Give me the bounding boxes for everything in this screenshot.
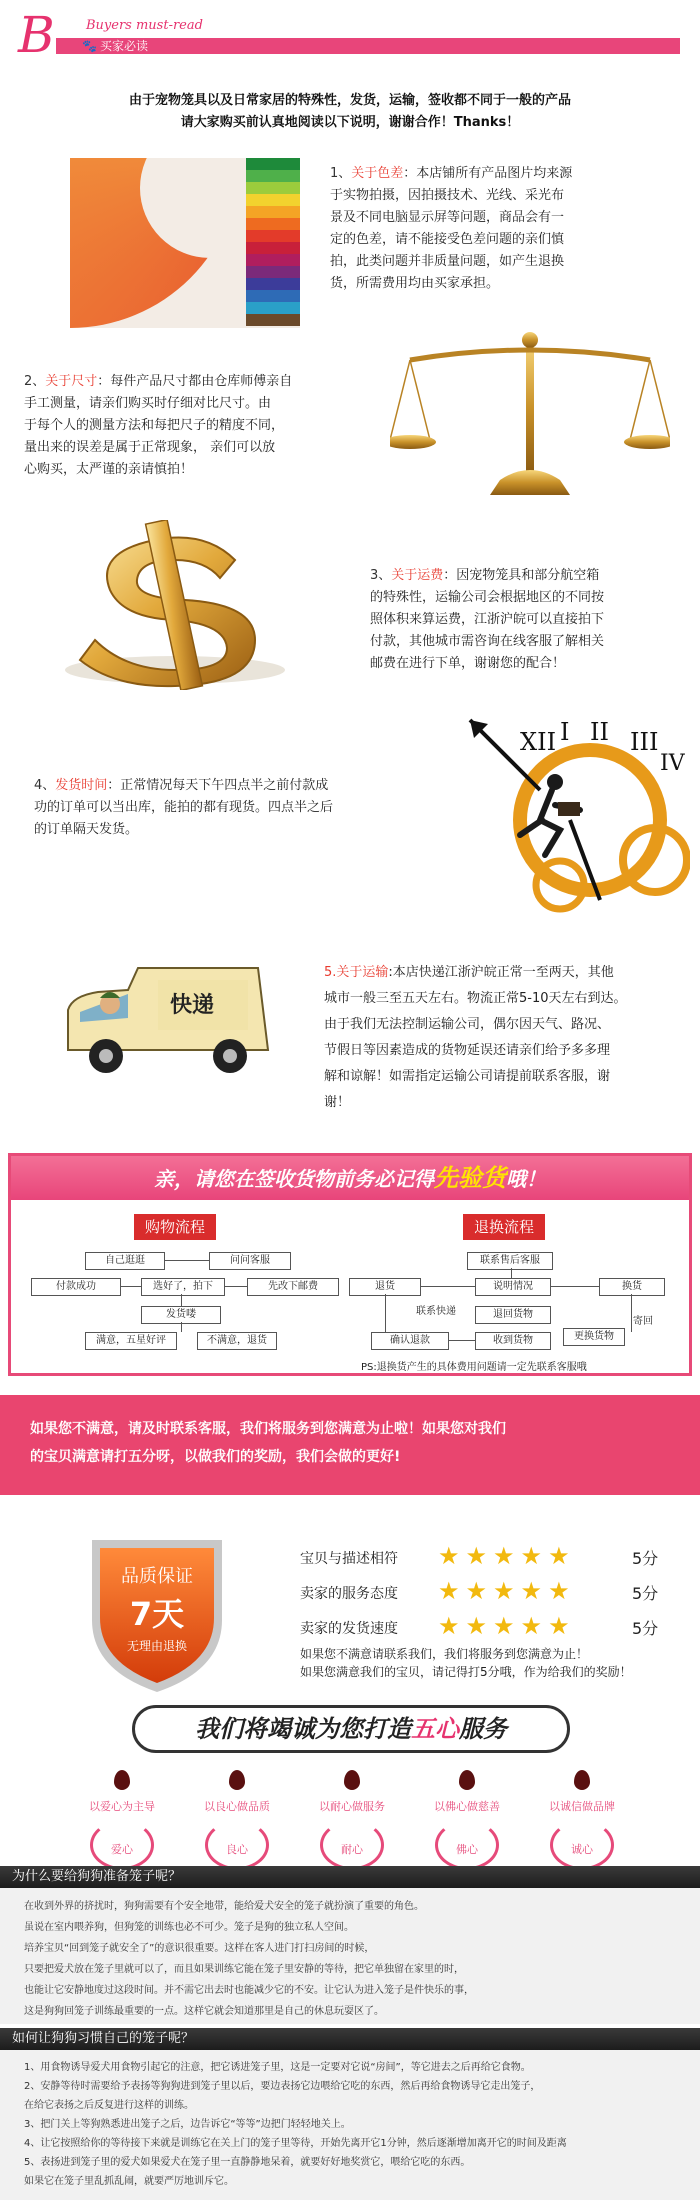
rating-score: 5分 bbox=[632, 1619, 659, 1638]
quality-note-1: 如果您不满意请联系我们，我们将服务到您满意为止！ bbox=[300, 1647, 589, 1661]
return-flow-title: 退换流程 bbox=[463, 1214, 545, 1240]
section-transport: 5.关于运输:本店快递江浙沪皖正常一至两天，其他 城市一般三至五天左右。物流正常5-10天左右到达。 由于我们无法控制运输公司，偶尔因天气、路况、 节假日等因素造成的货物延误还请亲们给予多多理 解和谅解！如需指定运输公司请提前联系客服，谢 谢！ bbox=[324, 965, 627, 1110]
star-rating: ★★★★★ bbox=[438, 1542, 576, 1570]
heart-item: 以爱心为主导 爱心 bbox=[67, 1770, 177, 1870]
heart-icon: 佛心 bbox=[435, 1820, 499, 1870]
rating-label: 卖家的发货速度 bbox=[300, 1621, 398, 1637]
paw-icon: 🐾 bbox=[82, 39, 97, 53]
van-label: 快递 bbox=[170, 993, 215, 1018]
drop-icon bbox=[229, 1770, 245, 1790]
flow-box: 先改下邮费 bbox=[247, 1278, 339, 1296]
flow-box: 不满意，退货 bbox=[197, 1332, 277, 1350]
header-english: Buyers must-read bbox=[86, 18, 203, 33]
inspect-banner: 亲，请您在签收货物前务必记得先验货哦！ bbox=[11, 1156, 689, 1200]
quality-shield-badge bbox=[82, 1530, 232, 1695]
rating-score: 5分 bbox=[632, 1549, 659, 1568]
flow-box: 选好了，拍下 bbox=[141, 1278, 225, 1296]
heart-icon: 诚心 bbox=[550, 1820, 614, 1870]
how-cage-body: 1、用食物诱导爱犬用食物引起它的注意，把它诱进笼子里，这是一定要对它说“房间”，等它进去之后再给它食物。 2、安静等待时需要给予表扬等狗狗进到笼子里以后，要边表扬它边喂给它吃的东西，然后再给食物诱导它走出笼子， 在给它表扬之后反复进行这样的训练。 3、把门关上等狗熟悉进出笼子之后，边告诉它“等等”边把门轻轻地关上。 4、让它按照给你的等待接下来就是训练它在关上门的笼子里等待，开始先离开它1分钟，然后逐渐增加离开它的时间及距离 5、表扬进到笼子里的爱犬如果爱犬在笼子里一直静静地呆着，就要好好地奖赏它，喂给它吃的东西。 如果它在笼子里乱抓乱闹，就要严厉地训斥它。 bbox=[0, 2050, 700, 2200]
header-title: 买家必读 bbox=[100, 39, 149, 53]
clock-numeral: IV bbox=[660, 751, 685, 776]
why-cage-body: 在收到外界的挤扰时，狗狗需要有个安全地带，能给爱犬安全的笼子就扮演了重要的角色。 虽说在室内喂养狗，但狗笼的训练也必不可少。笼子是狗的独立私人空间。 培养宝贝“回到笼子就安全了”的意识很重要。这样在客人进门打扫房间的时候， 只要把爱犬放在笼子里就可以了，而且如果训练它能在笼子里安静的等待，把它单独留在家里的时， 也能让它安静地度过这段时间。并不需它出去时也能减少它的不安。让它认为进入笼子是件快乐的事， 这是狗狗回笼子训练最重要的一点。这样它就会知道那里是自己的休息玩耍区了。 bbox=[0, 1888, 700, 2024]
logo-letter: B bbox=[18, 6, 55, 64]
heart-item: 以良心做品质 良心 bbox=[182, 1770, 292, 1870]
clock-numeral: II bbox=[590, 718, 609, 746]
flow-box: 联系售后客服 bbox=[467, 1252, 553, 1270]
flow-box: 发货喽 bbox=[141, 1306, 221, 1324]
flow-box: 联系快递 bbox=[405, 1304, 467, 1320]
star-rating: ★★★★★ bbox=[438, 1612, 576, 1640]
header bbox=[0, 0, 700, 70]
drop-icon bbox=[459, 1770, 475, 1790]
quality-note-2: 如果您满意我们的宝贝，请记得打5分哦，作为给我们的奖励！ bbox=[300, 1665, 632, 1679]
shield-top: 品质保证 bbox=[121, 1566, 193, 1587]
heart-item: 以诚信做品牌 诚心 bbox=[527, 1770, 637, 1870]
flow-box: 寄回 bbox=[633, 1316, 653, 1327]
flow-box: 满意，五星好评 bbox=[85, 1332, 177, 1350]
color-pencils-image bbox=[70, 158, 300, 328]
flow-box: 收到货物 bbox=[475, 1332, 551, 1350]
flow-box: 换货 bbox=[599, 1278, 665, 1296]
rating-label: 宝贝与描述相符 bbox=[300, 1551, 398, 1567]
balance-scale-image bbox=[390, 330, 670, 500]
section-shipping-fee: 3、关于运费：因宠物笼具和部分航空箱 的特殊性，运输公司会根据地区的不同按 照体积来算运费，江浙沪皖可以直接拍下 付款，其他城市需咨询在线客服了解相关 邮费在进行下单，谢谢您的配合！ bbox=[370, 568, 605, 671]
satisfaction-band: 如果您不满意，请及时联系客服，我们将服务到您满意为止啦！如果您对我们 的宝贝满意请打五分呀，以做我们的奖励，我们会做的更好! bbox=[0, 1395, 700, 1495]
flow-box: 退货 bbox=[349, 1278, 421, 1296]
clock-numeral: I bbox=[560, 718, 570, 746]
drop-icon bbox=[574, 1770, 590, 1790]
drop-icon bbox=[114, 1770, 130, 1790]
section-color-difference: 1、关于色差：本店铺所有产品图片均来源 于实物拍摄，因拍摄技术、光线、采光布 景及不同电脑显示屏等问题，商品会有一 定的色差，请不能接受色差问题的亲们慎 拍，此类问题并非质量问题，如产生退换 货，所需费用均由买家承担。 bbox=[330, 166, 573, 291]
five-heart-banner: 我们将竭诚为您打造五心服务 bbox=[132, 1705, 570, 1753]
flow-box: 付款成功 bbox=[31, 1278, 121, 1296]
inspect-goods-panel bbox=[8, 1153, 692, 1376]
dollar-sign-image bbox=[55, 520, 295, 690]
section-delivery-time: 4、发货时间：正常情况每天下午四点半之前付款成 功的订单可以当出库，能拍的都有现货。四点半之后 的订单隔天发货。 bbox=[34, 778, 334, 837]
ps-note: PS:退换货产生的具体费用问题请一定先联系客服哦 bbox=[361, 1362, 587, 1373]
heart-item: 以佛心做慈善 佛心 bbox=[412, 1770, 522, 1870]
heart-icon: 爱心 bbox=[90, 1820, 154, 1870]
delivery-van-image bbox=[58, 960, 278, 1080]
shield-sub: 无理由退换 bbox=[126, 1639, 188, 1653]
drop-icon bbox=[344, 1770, 360, 1790]
rating-label: 卖家的服务态度 bbox=[300, 1586, 398, 1602]
heart-item: 以耐心做服务 耐心 bbox=[297, 1770, 407, 1870]
flow-box: 自己逛逛 bbox=[85, 1252, 165, 1270]
rating-score: 5分 bbox=[632, 1584, 659, 1603]
intro-text: 由于宠物笼具以及日常家居的特殊性，发货，运输，签收都不同于一般的产品 请大家购买前认真地阅读以下说明，谢谢合作！Thanks！ bbox=[128, 93, 571, 130]
why-cage-title: 为什么要给狗狗准备笼子呢？ bbox=[0, 1866, 700, 1888]
clock-runner-image bbox=[460, 710, 690, 920]
flow-box: 退回货物 bbox=[475, 1306, 551, 1324]
star-rating: ★★★★★ bbox=[438, 1577, 576, 1605]
how-cage-title: 如何让狗狗习惯自己的笼子呢？ bbox=[0, 2028, 700, 2050]
clock-numeral: XII bbox=[520, 728, 557, 756]
section-size: 2、关于尺寸：每件产品尺寸都由仓库师傅亲自 手工测量，请亲们购买时仔细对比尺寸。由 于每个人的测量方法和每把尺子的精度不同， 量出来的误差是属于正常现象， 亲们可以放 心购买，太严谨的亲请慎拍！ bbox=[24, 374, 293, 477]
heart-icon: 耐心 bbox=[320, 1820, 384, 1870]
buy-flow-title: 购物流程 bbox=[134, 1214, 216, 1240]
clock-numeral: III bbox=[630, 728, 659, 756]
header-bar bbox=[56, 38, 680, 54]
shield-big: 7天 bbox=[129, 1595, 185, 1633]
flow-box: 确认退款 bbox=[371, 1332, 449, 1350]
flow-box: 问问客服 bbox=[209, 1252, 291, 1270]
flow-box: 说明情况 bbox=[475, 1278, 551, 1296]
heart-icon: 良心 bbox=[205, 1820, 269, 1870]
flow-box: 更换货物 bbox=[563, 1328, 625, 1346]
